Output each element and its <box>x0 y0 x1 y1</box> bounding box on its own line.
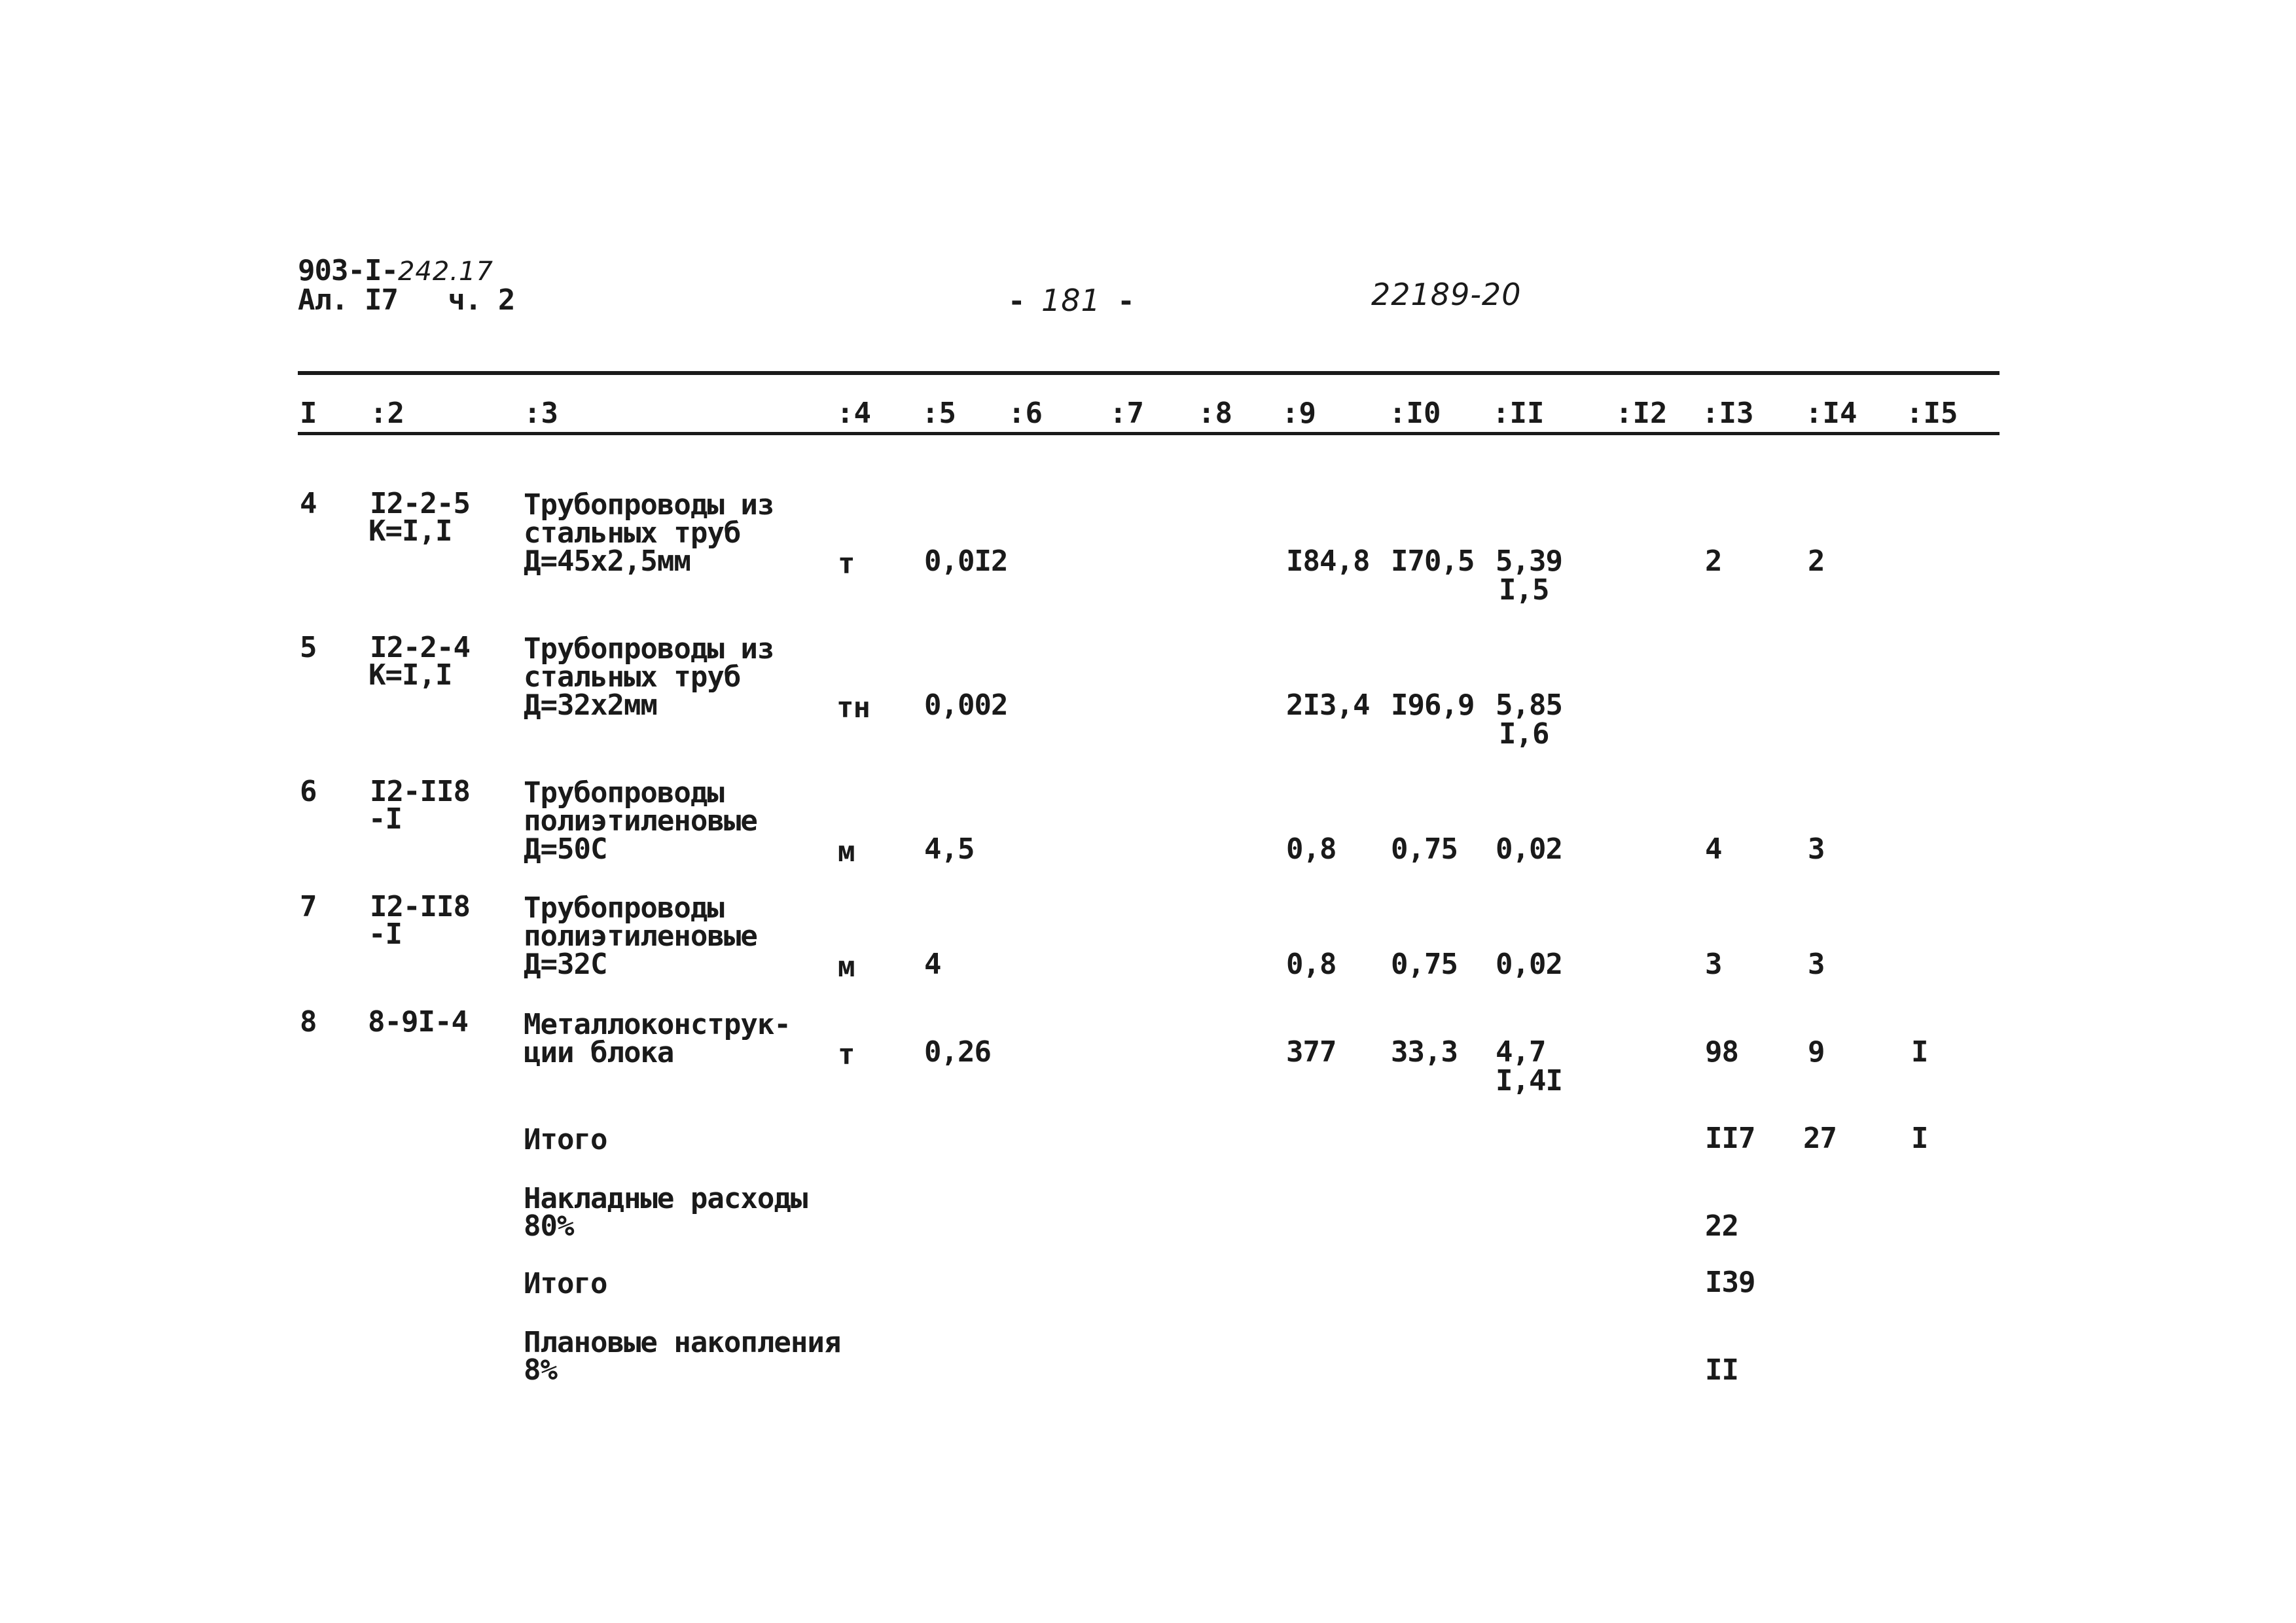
col-header-1: I <box>300 397 317 430</box>
col-header-7: :7 <box>1109 397 1144 430</box>
doc-code <box>298 254 493 287</box>
cell-col-11-sub: I,6 <box>1499 717 1549 751</box>
cell-col-13: 3 <box>1705 948 1722 981</box>
col-header-11: :II <box>1492 397 1545 430</box>
summary-col-13: II <box>1705 1353 1738 1387</box>
cell-col-11-sub: I,5 <box>1499 573 1549 607</box>
rate-code-suffix: -I <box>368 802 402 836</box>
cell-col-11: 4,7 <box>1496 1035 1546 1069</box>
summary-col-14: 27 <box>1803 1122 1837 1155</box>
rate-code: I2-2-5 <box>370 487 470 520</box>
col-header-13: :I3 <box>1702 397 1754 430</box>
item-name: Д=45х2,5мм <box>524 544 691 578</box>
summary-col-13: 22 <box>1705 1209 1738 1243</box>
cell-col-10: 33,3 <box>1391 1035 1458 1069</box>
unit: т <box>838 1038 855 1071</box>
page-number-handwritten: 181 <box>1041 283 1101 318</box>
cell-col-13: 4 <box>1705 832 1722 866</box>
summary-label-percent: 80% <box>524 1209 574 1243</box>
item-name: Трубопроводы из <box>524 632 774 666</box>
col-header-4: :4 <box>836 397 871 430</box>
table-top-rule <box>298 371 2000 375</box>
cell-col-15: I <box>1911 1035 1928 1069</box>
col-header-8: :8 <box>1198 397 1232 430</box>
cell-col-11: 5,39 <box>1496 544 1562 578</box>
item-name: стальных труб <box>524 660 741 694</box>
rate-code: I2-II8 <box>370 775 470 808</box>
inventory-number: 22189-20 <box>1371 277 1522 312</box>
item-name: стальных труб <box>524 516 741 550</box>
quantity: 0,002 <box>924 688 1008 722</box>
item-name: полиэтиленовые <box>524 919 757 953</box>
col-header-9: :9 <box>1282 397 1316 430</box>
cell-col-14: 2 <box>1808 544 1825 578</box>
unit: т <box>838 547 855 580</box>
quantity: 4 <box>924 948 941 981</box>
rate-code: 8-9I-4 <box>368 1005 468 1039</box>
col-header-3: :3 <box>524 397 558 430</box>
summary-col-13: I39 <box>1705 1266 1755 1299</box>
col-header-5: :5 <box>922 397 956 430</box>
cell-col-11: 0,02 <box>1496 948 1562 981</box>
rate-code: I2-2-4 <box>370 631 470 664</box>
doc-code-handwritten: 242.17 <box>397 257 493 287</box>
col-header-2: :2 <box>370 397 404 430</box>
rate-coefficient: К=I,I <box>368 658 452 692</box>
cell-col-10: 0,75 <box>1391 832 1458 866</box>
item-name: полиэтиленовые <box>524 804 757 838</box>
item-name: Д=32С <box>524 948 607 981</box>
row-number: 7 <box>300 890 317 923</box>
summary-label: Итого <box>524 1267 607 1300</box>
col-header-6: :6 <box>1008 397 1043 430</box>
rate-coefficient: К=I,I <box>368 514 452 548</box>
item-name: Трубопроводы <box>524 891 724 925</box>
item-name: Трубопроводы из <box>524 488 774 522</box>
cell-col-14: 3 <box>1808 948 1825 981</box>
col-header-12: :I2 <box>1615 397 1668 430</box>
cell-col-10: 0,75 <box>1391 948 1458 981</box>
item-name: Трубопроводы <box>524 776 724 810</box>
summary-col-13: II7 <box>1705 1122 1755 1155</box>
cell-col-9: I84,8 <box>1286 544 1370 578</box>
cell-col-9: 2I3,4 <box>1286 688 1370 722</box>
rate-code-suffix: -I <box>368 918 402 951</box>
quantity: 0,0I2 <box>924 544 1008 578</box>
row-number: 8 <box>300 1005 317 1039</box>
summary-label: Плановые накопления <box>524 1326 841 1359</box>
summary-label: Итого <box>524 1123 607 1156</box>
cell-col-10: I96,9 <box>1391 688 1475 722</box>
quantity: 0,26 <box>924 1035 991 1069</box>
page-number-suffix: - <box>1100 285 1134 318</box>
rate-code: I2-II8 <box>370 890 470 923</box>
unit: м <box>838 835 855 868</box>
cell-col-11: 5,85 <box>1496 688 1562 722</box>
cell-col-11: 0,02 <box>1496 832 1562 866</box>
item-name: Д=32х2мм <box>524 688 657 722</box>
item-name: Металлоконструк- <box>524 1008 791 1041</box>
cell-col-13: 98 <box>1705 1035 1738 1069</box>
item-name: ции блока <box>524 1036 674 1069</box>
row-number: 5 <box>300 631 317 664</box>
col-header-10: :I0 <box>1389 397 1441 430</box>
row-number: 4 <box>300 487 317 520</box>
doc-code-prefix: 903-I- <box>298 254 398 287</box>
cell-col-9: 0,8 <box>1286 948 1336 981</box>
unit: тн <box>836 691 870 724</box>
table-header-rule <box>298 432 2000 435</box>
summary-label: Накладные расходы <box>524 1182 808 1215</box>
quantity: 4,5 <box>924 832 975 866</box>
summary-col-15: I <box>1911 1122 1928 1155</box>
summary-label-percent: 8% <box>524 1353 557 1387</box>
cell-col-9: 0,8 <box>1286 832 1336 866</box>
page-number-prefix: - <box>1008 285 1041 318</box>
album-line: Ал. I7 ч. 2 <box>298 283 515 317</box>
cell-col-13: 2 <box>1705 544 1722 578</box>
cell-col-14: 9 <box>1808 1035 1825 1069</box>
cell-col-11-sub: I,4I <box>1496 1064 1562 1097</box>
cell-col-10: I70,5 <box>1391 544 1475 578</box>
row-number: 6 <box>300 775 317 808</box>
unit: м <box>838 950 855 984</box>
item-name: Д=50С <box>524 832 607 866</box>
col-header-15: :I5 <box>1906 397 1958 430</box>
col-header-14: :I4 <box>1805 397 1857 430</box>
cell-col-9: 377 <box>1286 1035 1336 1069</box>
page-number <box>1008 283 1134 318</box>
cell-col-14: 3 <box>1808 832 1825 866</box>
